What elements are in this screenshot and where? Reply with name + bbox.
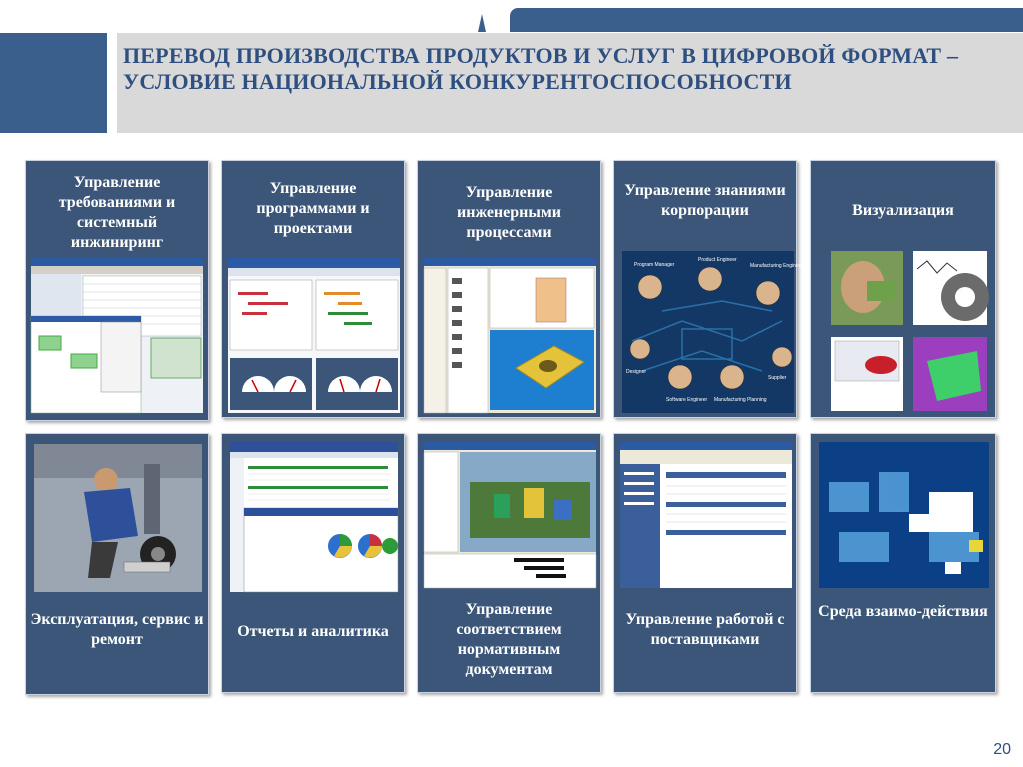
requirements-screenshot [31,258,203,413]
operations-image [34,444,202,592]
tile-label: Управление требованиями и системный инжиниринг [58,174,176,251]
tile-label: Среда взаимо-действия [818,603,988,620]
role-label: Manufacturing Engineer [750,263,804,269]
tile-reports [221,433,405,693]
tile-compliance [417,433,601,693]
top-decor-bar [510,8,1023,32]
role-label: Designer [626,369,647,375]
tile-collaboration [810,433,996,693]
programs-screenshot [228,258,400,413]
role-label: Program Manager [634,262,675,268]
tile-label: Управление знаниями корпорации [624,182,786,219]
tile-label: Эксплуатация, сервис и ремонт [30,611,204,648]
compliance-screenshot [424,442,596,588]
role-label: Manufacturing Planning [714,397,767,403]
engineering-screenshot [424,258,596,413]
tile-knowledge [613,160,804,418]
tile-requirements [25,160,209,421]
tile-visualization [810,160,996,418]
tile-label: Управление программами и проектами [256,180,370,237]
knowledge-image [622,251,804,413]
tile-suppliers [613,433,797,693]
title-left-block [0,33,107,133]
tile-engineering [417,160,601,418]
reports-screenshot [230,442,398,592]
role-label: Supplier [768,375,787,381]
page-number: 20 [993,741,1011,758]
tile-label: Управление инженерными процессами [457,184,561,241]
role-label: Product Engineer [698,257,737,263]
tile-label: Отчеты и аналитика [237,623,389,640]
tile-label: Управление работой с поставщиками [625,611,785,648]
suppliers-screenshot [620,442,792,588]
tile-label: Управление соответствием нормативным документам [456,601,562,678]
role-label: Software Engineer [666,397,708,403]
tile-label: Визуализация [852,202,954,219]
collaboration-image [819,442,989,588]
tile-programs [221,160,405,418]
page-title: ПЕРЕВОД ПРОИЗВОДСТВА ПРОДУКТОВ И УСЛУГ В ЦИФРОВОЙ ФОРМАТ – УСЛОВИЕ НАЦИОНАЛЬНОЙ КОНКУРЕНТОСПОСОБНОСТИ [123,43,959,94]
visualization-images [827,251,991,413]
top-decor-tick [478,14,486,32]
tile-operations [25,433,209,695]
